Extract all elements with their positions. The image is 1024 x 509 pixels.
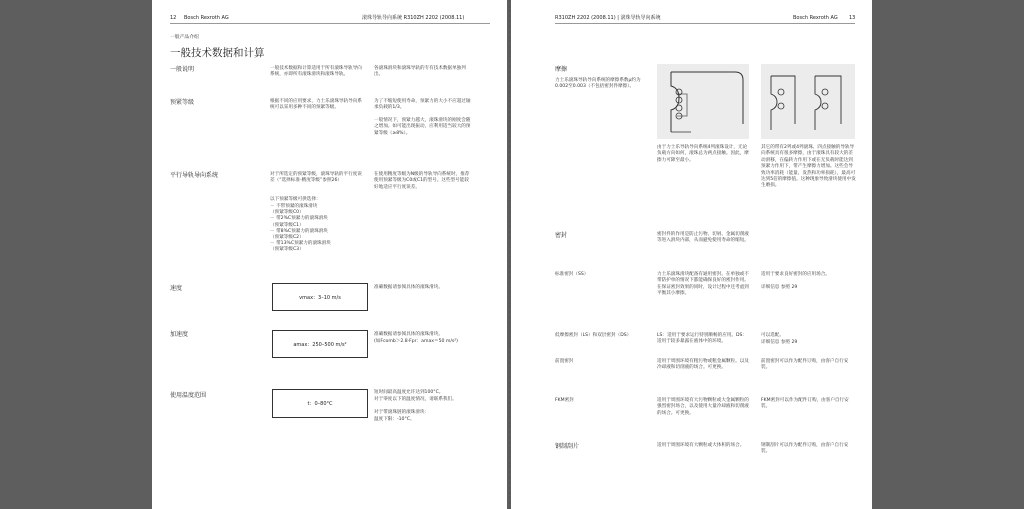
list-item: － 带2%C预紧力的滚珠滑块 bbox=[270, 216, 328, 222]
page-divider bbox=[509, 0, 510, 509]
label-friction: 摩擦 bbox=[555, 66, 568, 73]
standard-seal-note: 适用于要求良好密封的应用场合。 bbox=[761, 272, 830, 277]
general-col1: 一般技术数据和计算适用于所有滚珠导轨导向系统，亦即所有滚珠滑块和滚珠导轨。 bbox=[270, 66, 362, 78]
preload-col2b: 一般情况下，预紧力越大，滚珠滑块的刚度会随之增加。如可能出现振动，应利用适当较大的预紧等级（≥8%）。 bbox=[374, 118, 471, 136]
acceleration-note: 准确数据请参阅具体的滚珠滑块。 bbox=[374, 332, 443, 337]
left-page bbox=[152, 0, 507, 509]
front-seal-text: 适用于周围环境有粗污物或粗金属颗粒。以及冷却液和切削液的场合。可更换。 bbox=[657, 359, 749, 371]
label-parallel: 平行导轨导向系统 bbox=[170, 172, 219, 179]
temperature-note-2: 对于零度以下的温度情况，请联系我们。 bbox=[374, 397, 457, 402]
header-rule bbox=[170, 23, 490, 24]
list-item: － 不带预紧的滚珠滑块 bbox=[270, 204, 318, 209]
page-title: 一般技术数据和计算 bbox=[170, 47, 265, 59]
low-friction-seal-note: 可以选配。 bbox=[761, 333, 784, 338]
front-seal-note: 前置密封可以作为配件订购，由客户自行安装。 bbox=[761, 359, 849, 371]
preload-col1: 根据不同的应用要求，力士乐滚珠导轨导向系统可以采用多种不同的预紧等级。 bbox=[270, 99, 362, 111]
right-company: Bosch Rexroth AG bbox=[793, 15, 838, 21]
steel-scraper-note: 钢制刮片可以作为配件订购，由客户自行安装。 bbox=[761, 443, 849, 455]
label-seal: 密封 bbox=[555, 232, 568, 239]
speed-box: vmax：3–10 m/s bbox=[272, 283, 368, 311]
list-item: （预紧等级C0） bbox=[270, 210, 304, 216]
fkm-seal-text: 适用于周围环境有大污物颗粒或大金属颗粒的强烈密封场合，以及使用大量冷却液和切削液的场合。可更换。 bbox=[657, 398, 749, 416]
parallel-col1: 对于所选定的预紧等级，滚珠导轨的平行度误差（“选择标准-精度等级”参照26） bbox=[270, 172, 362, 184]
preload-class-list bbox=[270, 204, 370, 254]
list-item: （预紧等级C3） bbox=[270, 247, 304, 253]
left-page-number: 12 bbox=[170, 15, 177, 21]
temperature-note-3: 对于带滚珠链的滚珠滑块： bbox=[374, 410, 430, 415]
steel-scraper-text: 适用于周围环境有大颗粒或大体积的场合。 bbox=[657, 443, 745, 448]
list-item: － 带13%C预紧力的滚珠滑块 bbox=[270, 241, 331, 247]
right-doc-ref: R310ZH 2202 (2008.11) | 滚珠导轨导向系统 bbox=[555, 15, 661, 21]
left-doc-ref: 滚珠导轨导向系统 R310ZH 2202 (2008.11) bbox=[362, 15, 465, 21]
ball-rail-diagram-icon bbox=[657, 64, 749, 139]
temperature-note-1: 短时间最高温度允许达到100°C。 bbox=[374, 390, 444, 395]
acceleration-box: amax：250–500 m/s² bbox=[272, 330, 368, 358]
friction-caption-2: 其它的带有2列或4列滚珠、四点接触的导轨导向系统具有很多摩擦，由于滚珠具有较大的差动滑移，在偏转力作用下或在无负载时能达到预紧力作用下，带产生摩擦力增加。这些会导致功率消耗（能量、发热和功率损耗），最高可达到5倍的摩擦值。这种现象导致滑块使用中发生磨损。 bbox=[761, 145, 856, 189]
acceleration-note-2: (如Fcomb＞2.8·Fpr：amax＝50 m/s²) bbox=[374, 339, 458, 344]
label-temperature: 使用温度范围 bbox=[170, 392, 207, 399]
header-rule bbox=[555, 23, 855, 24]
general-col2: 各滚珠滑块和滚珠导轨的专有技术数据单独列出。 bbox=[374, 66, 466, 78]
label-low-friction-seal: 低摩擦密封（LS）和双层密封（DS） bbox=[555, 333, 632, 338]
label-front-seal: 前置密封 bbox=[555, 359, 574, 364]
list-item: － 带8%C预紧力的滚珠滑块 bbox=[270, 228, 328, 234]
label-general: 一般说明 bbox=[170, 66, 195, 73]
low-friction-seal-ref: 详细信息 参照 29 bbox=[761, 340, 798, 345]
list-item: （预紧等级C1） bbox=[270, 222, 304, 228]
friction-figure-4row bbox=[657, 64, 749, 139]
preload-col2a: 为了不缩短使用寿命，预紧力的大小不应超过轴承负载的1/3。 bbox=[374, 99, 471, 111]
seal-text: 密封件的作用是防止污物、切屑、金属切削液等进入滑块内部，从而避免使用寿命的缩短。 bbox=[657, 232, 749, 244]
standard-seal-ref: 详细信息 参照 29 bbox=[761, 285, 798, 290]
right-page bbox=[511, 0, 872, 509]
friction-figure-2row bbox=[761, 64, 855, 139]
label-fkm-seal: FKM密封 bbox=[555, 398, 574, 403]
label-speed: 速度 bbox=[170, 285, 183, 292]
parallel-col2: 在使用精度等级为N级的导轨导向系统时，推荐使用预紧等级为C0或C1的型号。这些型号能较好地适应平行度误差。 bbox=[374, 172, 470, 190]
ball-rail-comparison-icon bbox=[761, 64, 855, 139]
fkm-seal-note: FKM密封可以作为配件订购，由客户自行安装。 bbox=[761, 398, 849, 410]
friction-caption-1: 由于力士乐导轨导向系统4列滚珠设计，无论负载方向如何，滚珠总为两点接触。因此，摩擦力可降至最小。 bbox=[657, 145, 749, 163]
friction-intro: 力士乐滚珠导轨导向系统的摩擦系数μ约为0.002至0.003（不包括密封件摩擦）。 bbox=[555, 78, 641, 90]
speed-note: 准确数据请参阅具体的滚珠滑块。 bbox=[374, 285, 443, 290]
label-steel-scraper: 钢制刮片 bbox=[555, 443, 580, 450]
left-company: Bosch Rexroth AG bbox=[184, 15, 229, 21]
section-kicker: 一般产品介绍 bbox=[170, 35, 199, 40]
label-acceleration: 加速度 bbox=[170, 331, 189, 338]
list-item: （预紧等级C2） bbox=[270, 235, 304, 241]
label-standard-seal: 标准密封（SS） bbox=[555, 272, 589, 277]
standard-seal-text: 力士乐滚珠滑块配备有通用密封。在单独或不带防护单的情况下都能确保良好的密封作用。在保证密封效果的同时，设计过程中还考虑到平衡其小摩擦。 bbox=[657, 272, 749, 297]
temperature-note-4: 温度下限：-10°C。 bbox=[374, 417, 415, 422]
parallel-list-title: 以下预紧等级可供选择： bbox=[270, 197, 321, 202]
right-page-number: 13 bbox=[849, 15, 856, 21]
low-friction-seal-text: LS：适用于要求运行特别顺畅的应用。DS：适用于较多暴露在液体中的环境。 bbox=[657, 333, 748, 345]
label-preload: 预紧等级 bbox=[170, 99, 195, 106]
temperature-box: t：0–80°C bbox=[272, 389, 368, 418]
